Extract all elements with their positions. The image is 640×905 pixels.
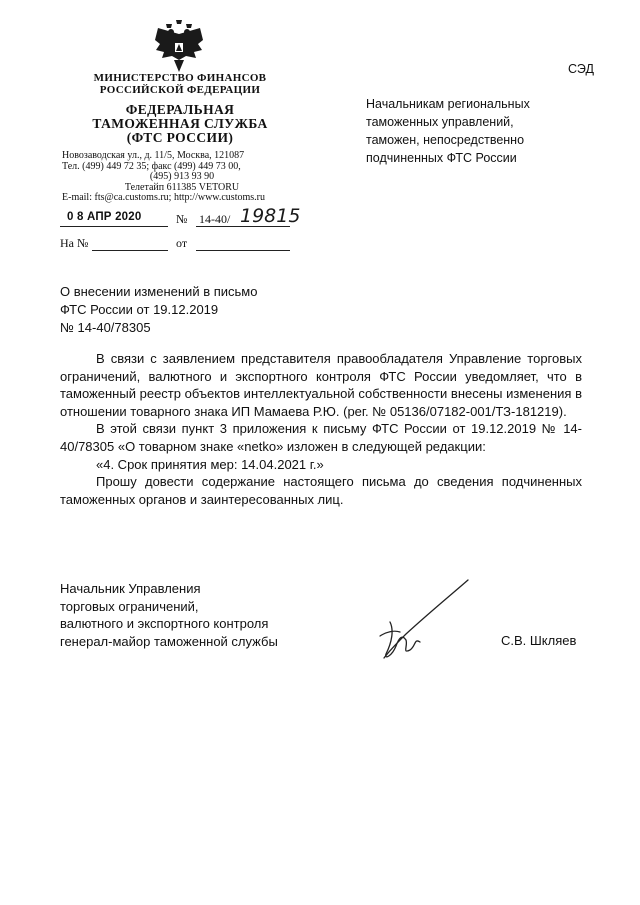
- recipient-line-2: таможенных управлений,: [366, 115, 514, 129]
- reply-date-underline: [196, 250, 290, 251]
- reply-from-label: от: [176, 236, 188, 250]
- signatory-line-3: валютного и экспортного контроля: [60, 616, 269, 632]
- service-line-2: ТАМОЖЕННАЯ СЛУЖБА: [92, 116, 268, 131]
- recipient-block: [366, 95, 606, 167]
- recipient-line-4: подчиненных ФТС России: [366, 151, 517, 165]
- service-line-1: ФЕДЕРАЛЬНАЯ: [125, 102, 235, 117]
- ministry-line-2: РОССИЙСКОЙ ФЕДЕРАЦИИ: [99, 84, 261, 96]
- subject-line-1: О внесении изменений в письмо: [60, 284, 258, 299]
- subject-line-2: ФТС России от 19.12.2019: [60, 302, 219, 317]
- address-line-1: Новозаводская ул., д. 11/5, Москва, 121087: [62, 150, 245, 161]
- address-line-2: Тел. (499) 449 72 35; факс (499) 449 73 00,: [62, 160, 241, 172]
- signatory-line-4: генерал-майор таможенной службы: [60, 633, 278, 649]
- letter-body: [60, 350, 582, 508]
- number-underline: [196, 226, 290, 227]
- signatory-title-block: [60, 580, 340, 650]
- registration-number-prefix: 14-40/: [199, 212, 231, 226]
- ministry-name: [60, 72, 300, 96]
- coat-of-arms-emblem: [152, 18, 206, 74]
- reply-to-label: На №: [60, 236, 89, 250]
- address-line-3: (495) 913 93 90: [149, 171, 215, 183]
- registration-date-stamp: 0 8 АПР 2020: [67, 211, 142, 223]
- date-underline: [60, 226, 168, 227]
- sed-mark: СЭД: [568, 62, 594, 76]
- registration-number-handwritten: 19815: [240, 205, 301, 227]
- number-label: №: [176, 212, 188, 226]
- subject-line-3: № 14-40/78305: [60, 320, 151, 335]
- handwritten-signature: [372, 576, 482, 666]
- service-line-3: (ФТС РОССИИ): [126, 130, 234, 145]
- body-paragraph-4: Прошу довести содержание настоящего письма до сведения подчиненных таможенных органов и заинтересованных лиц.: [60, 474, 582, 507]
- subject-block: [60, 283, 360, 337]
- body-paragraph-2: В этой связи пункт 3 приложения к письму ФТС России от 19.12.2019 № 14-40/78305 «О товарном знаке «netko» изложен в следующей редакции:: [60, 421, 582, 454]
- reply-number-underline: [92, 250, 168, 251]
- address-block: [62, 151, 302, 204]
- ministry-line-1: МИНИСТЕРСТВО ФИНАНСОВ: [93, 72, 267, 84]
- body-paragraph-3: «4. Срок принятия мер: 14.04.2021 г.»: [96, 456, 324, 472]
- signer-name: С.В. Шкляев: [501, 633, 577, 648]
- recipient-line-1: Начальникам региональных: [366, 97, 530, 111]
- address-line-5: E-mail: fts@ca.customs.ru; http://www.customs.ru: [62, 192, 265, 204]
- recipient-line-3: таможен, непосредственно: [366, 133, 525, 147]
- signatory-line-1: Начальник Управления: [60, 581, 201, 596]
- signatory-line-2: торговых ограничений,: [60, 598, 199, 614]
- service-name: [60, 103, 300, 145]
- address-line-4: Телетайп 611385 VETORU: [124, 181, 240, 193]
- body-paragraph-1: В связи с заявлением представителя правообладателя Управление торговых ограничений, валютного и экспортного контроля ФТС России уведомляет, что в таможенный реестр объектов интеллектуальной собственности внесены изменения в отношении товарного знака ИП Мамаева Р.Ю. (рег. № 05136/07182-001/ТЗ-181219).: [60, 351, 582, 419]
